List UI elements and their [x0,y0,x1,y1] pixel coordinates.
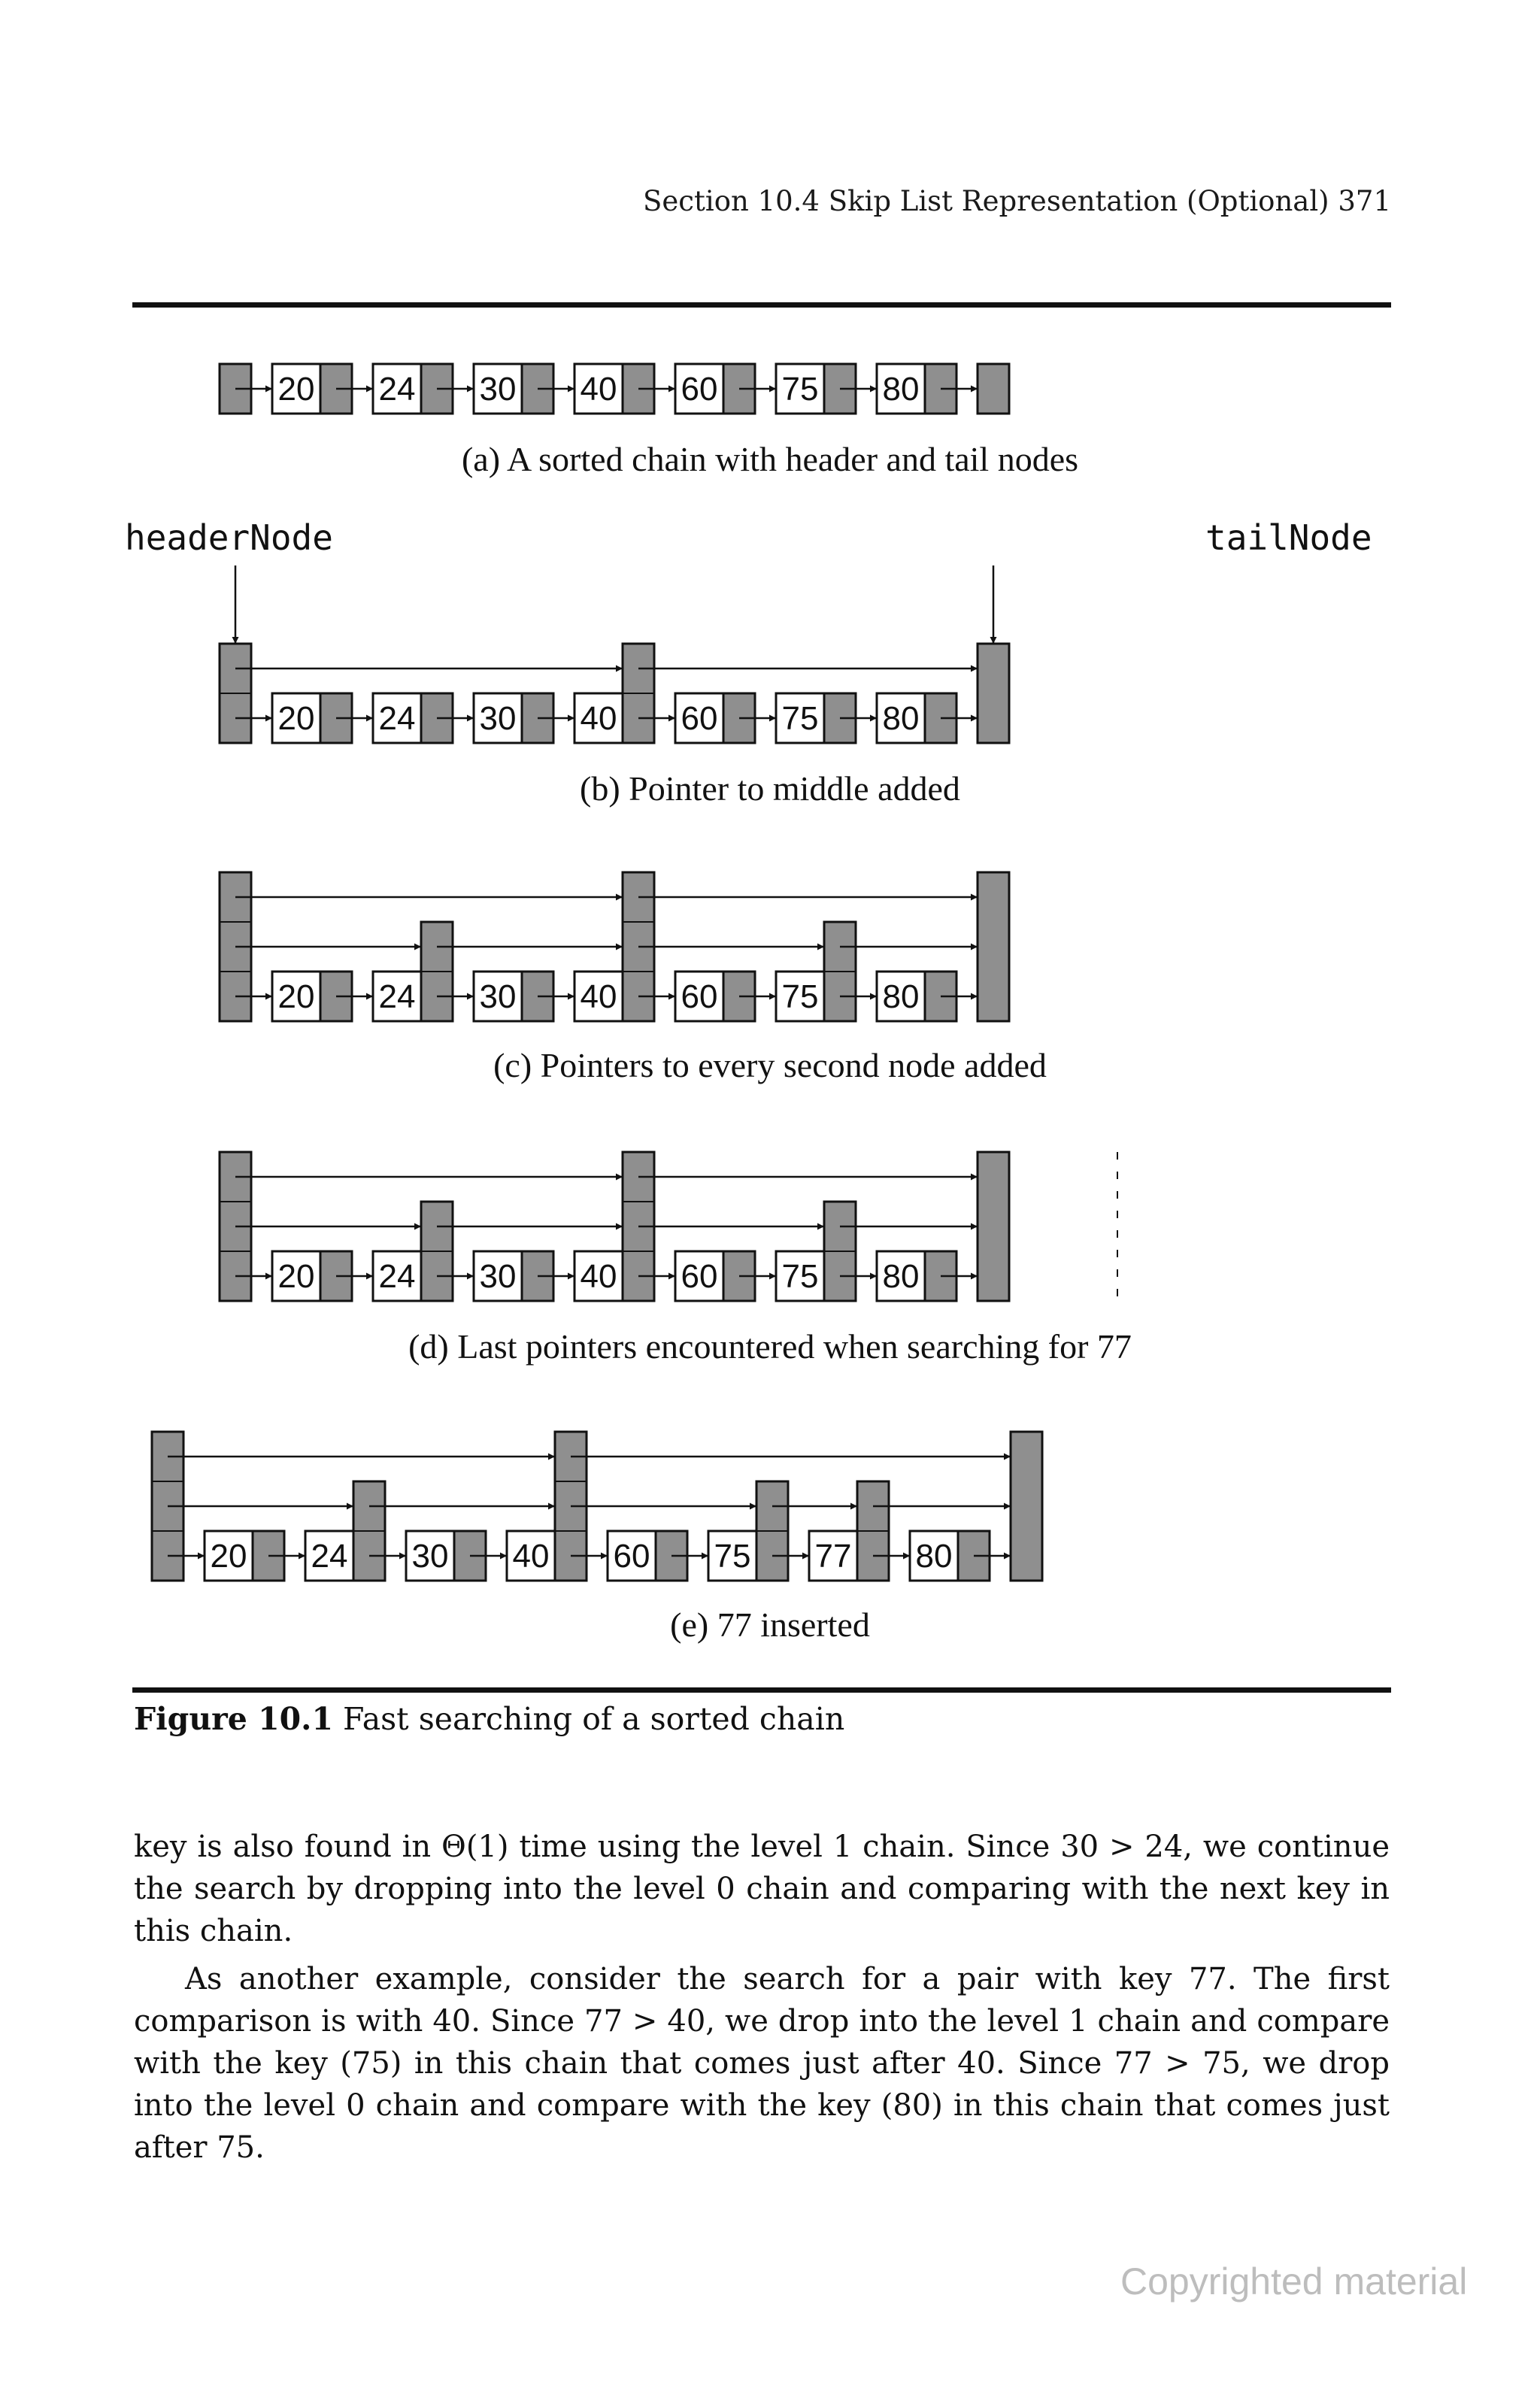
key-label-40: 40 [580,978,617,1015]
key-label-40: 40 [512,1538,550,1575]
panel-c-diagram [220,872,1009,1021]
caption-e: (e) 77 inserted [670,1605,870,1644]
key-label-80: 80 [882,371,920,408]
key-label-20: 20 [277,978,315,1015]
key-label-20: 20 [277,371,315,408]
key-label-75: 75 [781,700,819,737]
tail-node [978,364,1009,414]
figure-caption [134,1701,844,1737]
body-paragraph-1: key is also found in Θ(1) time using the level 1 chain. Since 30 > 24, we continue the search by dropping into the level 0 chain and comparing with the next key in this chain. [134,1830,1390,1948]
panel-e-diagram [152,1432,1042,1581]
key-label-20: 20 [210,1538,247,1575]
key-label-60: 60 [681,371,718,408]
bottom-rule [132,1687,1391,1693]
key-label-30: 30 [479,1258,517,1295]
panel-d-diagram [220,1152,1117,1304]
tail-node-label: tailNode [1205,517,1372,558]
tail-node [1011,1432,1042,1581]
key-label-40: 40 [580,700,617,737]
key-label-80: 80 [882,978,920,1015]
key-label-40: 40 [580,371,617,408]
header-node-label: headerNode [125,517,333,558]
key-label-30: 30 [479,978,517,1015]
key-label-75: 75 [781,371,819,408]
key-label-60: 60 [681,978,718,1015]
key-label-30: 30 [411,1538,449,1575]
caption-c: (c) Pointers to every second node added [493,1046,1047,1084]
key-label-20: 20 [277,1258,315,1295]
key-label-77: 77 [814,1538,852,1575]
copyright-watermark: Copyrighted material [1120,2260,1468,2303]
figure-title: Fast searching of a sorted chain [343,1701,845,1737]
figure-number: Figure 10.1 [134,1701,333,1737]
key-label-20: 20 [277,700,315,737]
key-label-80: 80 [882,700,920,737]
key-label-30: 30 [479,371,517,408]
key-label-75: 75 [781,978,819,1015]
key-label-80: 80 [915,1538,953,1575]
body-paragraph-2: As another example, consider the search for a pair with key 77. The first comparison is with 40. Since 77 > 40, we drop into the level 1 chain and compare with the key (75) in this chain that comes just after 40. Since 77 > 75, we drop into the level 0 chain and compare with the key (80) in this chain that comes just after 75. [134,1962,1390,2165]
key-label-60: 60 [681,1258,718,1295]
key-label-75: 75 [781,1258,819,1295]
key-label-24: 24 [378,700,416,737]
key-label-60: 60 [681,700,718,737]
panel-b-diagram [220,565,1009,743]
key-label-24: 24 [378,371,416,408]
key-label-80: 80 [882,1258,920,1295]
caption-a: (a) A sorted chain with header and tail nodes [461,440,1079,478]
key-label-24: 24 [378,978,416,1015]
key-label-24: 24 [378,1258,416,1295]
running-head: Section 10.4 Skip List Representation (Optional) 371 [643,185,1391,217]
caption-b: (b) Pointer to middle added [580,769,960,808]
key-label-75: 75 [714,1538,751,1575]
panel-a-diagram [220,364,1009,414]
tail-node [978,872,1009,1021]
caption-d: (d) Last pointers encountered when searching for 77 [408,1327,1132,1366]
key-label-40: 40 [580,1258,617,1295]
tail-node [978,644,1009,743]
key-label-30: 30 [479,700,517,737]
key-label-24: 24 [311,1538,348,1575]
tail-node [978,1152,1009,1301]
key-label-60: 60 [613,1538,650,1575]
